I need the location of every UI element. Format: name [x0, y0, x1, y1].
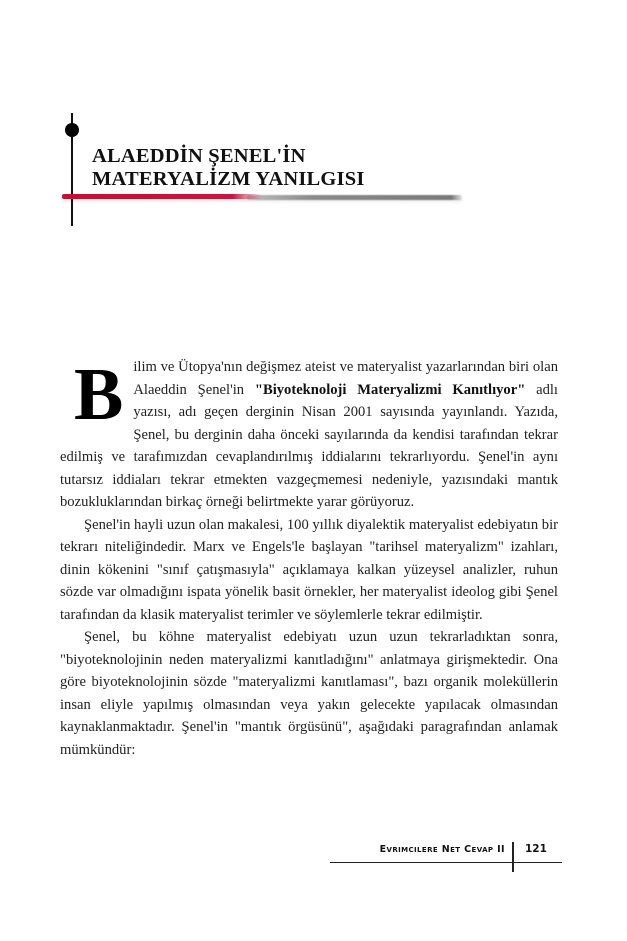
chapter-title	[92, 145, 365, 191]
article-reference-title: "Biyoteknoloji Materyalizmi Kanıtlıyor"	[254, 381, 526, 398]
chapter-title-line-1: ALAEDDİN ŞENEL'İN	[92, 145, 306, 167]
paragraph-1	[60, 356, 558, 514]
running-footer-book-title: Evrimcilere Net Cevap II	[379, 844, 505, 855]
paragraph-1-text-end: adlı yazısı, adı geçen derginin Nisan 2001 sayısında yayınlandı. Yazıda, Şenel, bu derginin daha önceki sayılarında da kendisi tarafından tekrar edilmiş ve tarafımızdan cevaplandırılmış iddialarını tekrarlıyordu. Şenel'in aynı tutarsız iddiaları tekrar etmekten vazgeçmemesi nedeniyle, yazısındaki mantık bozukluklarından birkaç örneği belirtmekte yarar görüyoruz.	[60, 381, 558, 510]
footer-divider	[512, 842, 514, 872]
title-bar-red-segment	[62, 194, 262, 199]
title-bar-gray-segment	[247, 195, 462, 200]
title-underline-bar	[62, 194, 462, 200]
chapter-title-line-2: MATERYALİZM YANILGISI	[92, 168, 365, 190]
page-number: 121	[525, 843, 547, 855]
decorative-bullet-dot	[65, 123, 79, 137]
paragraph-3: Şenel, bu köhne materyalist edebiyatı uzun uzun tekrarladıktan sonra, "biyoteknolojinin neden materyalizmi kanıtladığını" anlatmaya girişmektedir. Ona göre biyoteknolojinin sözde "materyalizmi kanıtlaması", bazı organik moleküllerin insan eliyle yapılmış olmasından veya yakın gelecekte yapılacak olmasından kaynaklanmaktadır. Şenel'in "mantık örgüsünü", aşağıdaki paragrafından anlamak mümkündür:	[60, 629, 558, 758]
footer-rule	[330, 862, 562, 863]
article-body	[60, 356, 558, 761]
paragraph-1-text-start: ilim ve Ütopya'nın değişmez ateist ve materyalist yazarlarından biri olan Alaeddin Şenel'in	[133, 359, 558, 398]
paragraph-2: Şenel'in hayli uzun olan makalesi, 100 yıllık diyalektik materyalist edebiyatın bir tekrarı niteliğindedir. Marx ve Engels'le başlayan "tarihsel materyalizm" izahları, dinin kökenini "sınıf çatışmasıyla" açıklamaya kalkan yüzeysel analizler, ruhun sözde var olmadığını ispata yönelik basit örnekler, her materyalist ideolog gibi Şenel tarafından da klasik materyalist terimler ve söylemlerle tekrar edilmiştir.	[60, 516, 558, 623]
drop-cap: B	[74, 354, 124, 436]
